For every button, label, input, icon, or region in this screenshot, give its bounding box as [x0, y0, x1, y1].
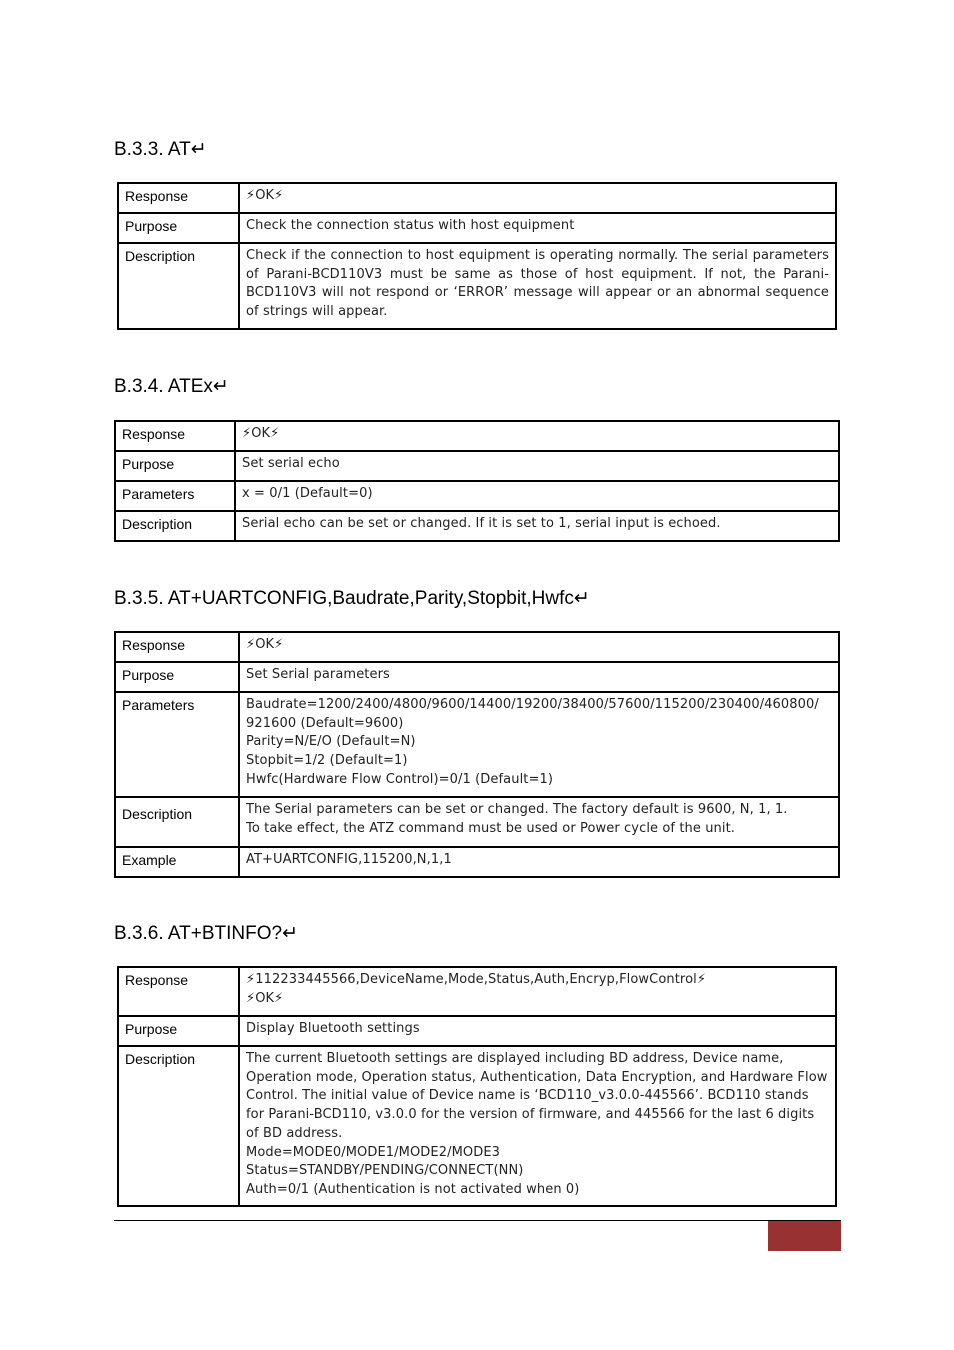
table-row [118, 967, 836, 1016]
section-heading-atex: B.3.4. ATEx↵ [114, 376, 229, 397]
table-row [115, 692, 839, 797]
value-line: ⚡OK⚡ [246, 990, 284, 1006]
table-row [118, 1046, 836, 1206]
row-label: Description [115, 797, 239, 847]
value-line: 921600 (Default=9600) [246, 715, 404, 731]
value-line: To take effect, the ATZ command must be used or Power cycle of the unit. [246, 820, 736, 836]
value-line: Parity=N/E/O (Default=N) [246, 734, 416, 750]
row-label: Purpose [115, 662, 239, 692]
table-row [115, 421, 839, 451]
row-value [239, 183, 836, 213]
row-label: Purpose [118, 213, 239, 243]
row-value [239, 1046, 836, 1206]
table-row [118, 1016, 836, 1046]
row-label: Description [118, 1046, 239, 1206]
section-heading-at: B.3.3. AT↵ [114, 139, 207, 160]
value-line: Display Bluetooth settings [246, 1021, 420, 1036]
value-line: Mode=MODE0/MODE1/MODE2/MODE3 [246, 1144, 501, 1160]
row-value [235, 421, 839, 451]
table-row [115, 847, 839, 877]
row-value [239, 632, 839, 662]
value-paragraph: The current Bluetooth settings are displayed including BD address, Device name, Operation mode, Operation status, Authentication, Data Encryption, and Hardware Flow Control. The initial value of Device name is ‘BCD110_v3.0.0-445566’. BCD110 stands for Parani-BCD110, v3.0.0 for the version of firmware, and 445566 for the last 6 digits of BD address. [246, 1051, 828, 1141]
row-label: Response [118, 967, 239, 1016]
row-label: Purpose [118, 1016, 239, 1046]
row-label: Response [115, 421, 235, 451]
command-table-at [117, 182, 837, 330]
command-table-btinfo [117, 966, 837, 1207]
row-label: Parameters [115, 481, 235, 511]
row-label: Purpose [115, 451, 235, 481]
command-table-atex [114, 420, 840, 542]
value-line: Auth=0/1 (Authentication is not activated when 0) [246, 1181, 580, 1197]
table-row [118, 243, 836, 329]
row-label: Parameters [115, 692, 239, 797]
table-row [115, 797, 839, 847]
table-row [115, 632, 839, 662]
row-label: Response [118, 183, 239, 213]
row-label: Example [115, 847, 239, 877]
row-value [235, 451, 839, 481]
table-row [115, 511, 839, 541]
row-value [239, 797, 839, 847]
value-line: Set Serial parameters [246, 667, 390, 682]
table-row [118, 213, 836, 243]
row-value: Check if the connection to host equipment is operating normally. The serial parameters of Parani-BCD110V3 must be same as those of host equipment. If not, the Parani-BCD110V3 will not respond or ‘ERROR’ message will appear or an abnormal sequence of strings will appear. [239, 243, 836, 329]
value-line: ⚡OK⚡ [246, 188, 284, 203]
value-line: ⚡OK⚡ [242, 426, 280, 441]
command-table-uartconfig [114, 631, 840, 878]
value-line: Hwfc(Hardware Flow Control)=0/1 (Default=1) [246, 771, 554, 787]
value-line: Check the connection status with host equipment [246, 218, 575, 233]
value-line: ⚡OK⚡ [246, 637, 284, 652]
row-value [239, 967, 836, 1016]
row-value [239, 847, 839, 877]
row-value [239, 662, 839, 692]
page-number-tab [768, 1221, 841, 1251]
table-row [115, 662, 839, 692]
row-value [239, 692, 839, 797]
value-line: x = 0/1 (Default=0) [242, 486, 373, 501]
value-line: Status=STANDBY/PENDING/CONNECT(NN) [246, 1163, 524, 1179]
section-heading-uartconfig: B.3.5. AT+UARTCONFIG,Baudrate,Parity,Stopbit,Hwfc↵ [114, 588, 590, 609]
table-row [115, 451, 839, 481]
value-line: Set serial echo [242, 456, 340, 471]
table-row [115, 481, 839, 511]
row-label: Description [115, 511, 235, 541]
table-row [118, 183, 836, 213]
row-value [235, 511, 839, 541]
value-line: Serial echo can be set or changed. If it is set to 1, serial input is echoed. [242, 516, 721, 531]
section-heading-btinfo: B.3.6. AT+BTINFO?↵ [114, 923, 298, 944]
row-value [239, 1016, 836, 1046]
row-value [239, 213, 836, 243]
row-value [235, 481, 839, 511]
value-line: Baudrate=1200/2400/4800/9600/14400/19200/38400/57600/115200/230400/460800/ [246, 697, 819, 712]
row-label: Description [118, 243, 239, 329]
value-line: ⚡112233445566,DeviceName,Mode,Status,Auth,Encryp,FlowControl⚡ [246, 972, 707, 987]
row-label: Response [115, 632, 239, 662]
value-line: Stopbit=1/2 (Default=1) [246, 753, 408, 769]
footer-divider [114, 1220, 841, 1221]
value-line: AT+UARTCONFIG,115200,N,1,1 [246, 852, 452, 867]
value-line: The Serial parameters can be set or changed. The factory default is 9600, N, 1, 1. [246, 802, 788, 817]
